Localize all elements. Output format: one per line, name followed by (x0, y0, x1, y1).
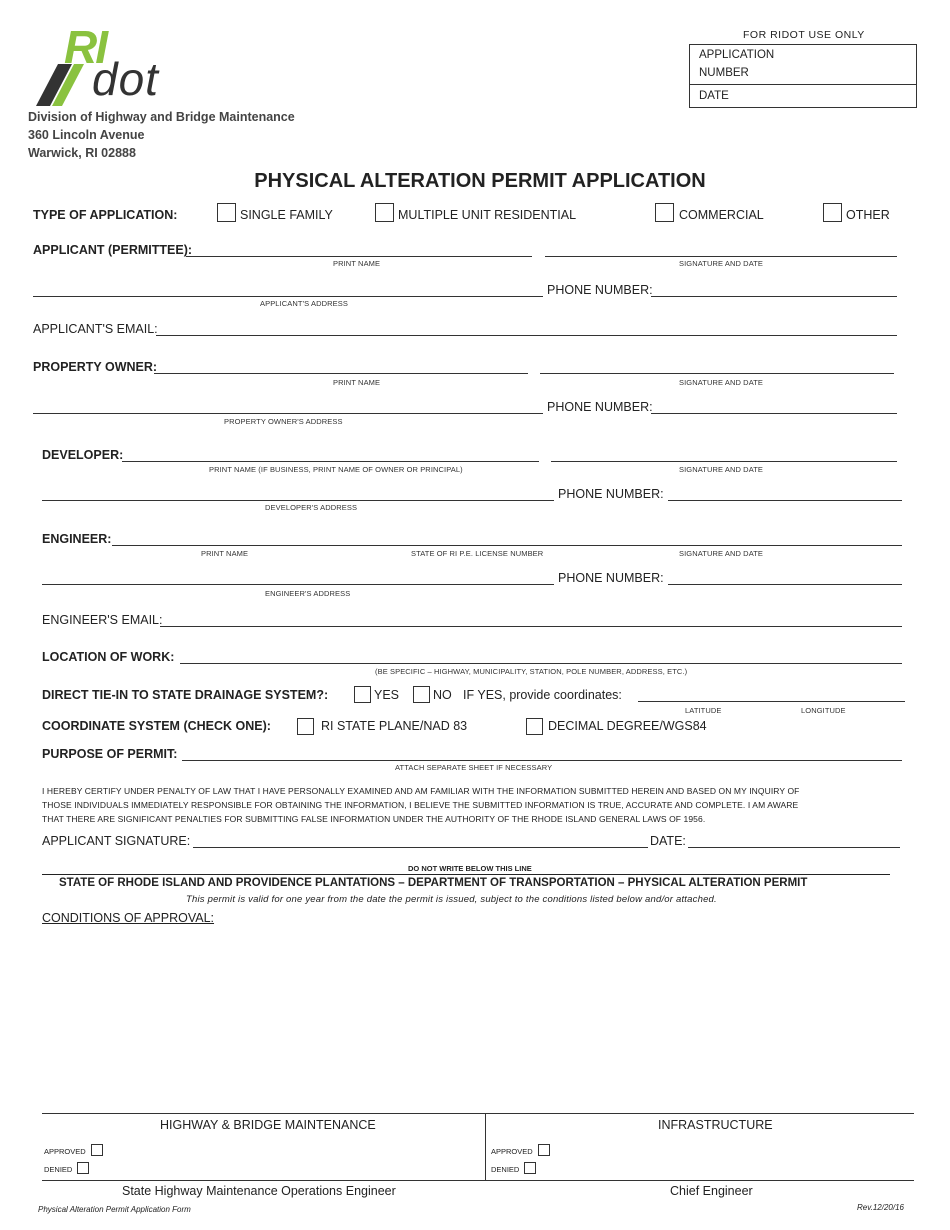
applicant-signature-field[interactable] (545, 256, 897, 257)
conditions-area[interactable] (42, 930, 902, 1110)
multiple-unit-label: MULTIPLE UNIT RESIDENTIAL (398, 208, 577, 222)
approval-top-line (42, 1113, 914, 1114)
owner-phone-label: PHONE NUMBER: (547, 400, 653, 414)
right-denied-checkbox[interactable] (524, 1162, 536, 1174)
owner-signature-caption: SIGNATURE AND DATE (679, 378, 764, 387)
owner-signature-field[interactable] (540, 373, 894, 374)
drainage-yes-label: YES (374, 688, 400, 702)
engineer-phone-field[interactable] (668, 584, 902, 585)
commercial-checkbox[interactable] (655, 203, 674, 222)
ridot-use-box (689, 44, 917, 108)
right-denied-label: DENIED (491, 1165, 520, 1174)
engineer-signature-caption: SIGNATURE AND DATE (679, 549, 764, 558)
developer-address-caption: DEVELOPER'S ADDRESS (265, 503, 358, 512)
right-approved-label: APPROVED (491, 1147, 533, 1156)
approval-signature-line[interactable] (42, 1180, 914, 1181)
ri-state-plane-label: RI STATE PLANE/NAD 83 (321, 719, 468, 733)
applicant-signature-final-field[interactable] (193, 847, 648, 848)
applicant-label: APPLICANT (PERMITTEE): (33, 243, 193, 257)
street-address: 360 Lincoln Avenue (28, 128, 145, 142)
engineer-print-name-caption: PRINT NAME (201, 549, 249, 558)
purpose-label: PURPOSE OF PERMIT: (42, 747, 178, 761)
division-name: Division of Highway and Bridge Maintenance (28, 110, 295, 124)
longitude-caption: LONGITUDE (801, 706, 846, 715)
right-signer-title: Chief Engineer (670, 1184, 753, 1198)
latitude-caption: LATITUDE (685, 706, 722, 715)
developer-phone-label: PHONE NUMBER: (558, 487, 664, 501)
owner-address-caption: PROPERTY OWNER'S ADDRESS (224, 417, 343, 426)
valid-note: This permit is valid for one year from the date the permit is issued, subject to the conditions listed below and/or attached. (186, 894, 717, 905)
other-label: OTHER (846, 208, 890, 222)
drainage-no-label: NO (433, 688, 452, 702)
ridot-use-label: FOR RIDOT USE ONLY (743, 29, 865, 41)
logo-ri-text: RI (64, 21, 106, 73)
developer-name-field[interactable] (122, 461, 539, 462)
developer-phone-field[interactable] (668, 500, 902, 501)
drainage-no-checkbox[interactable] (413, 686, 430, 703)
city-address: Warwick, RI 02888 (28, 146, 136, 160)
drainage-yes-checkbox[interactable] (354, 686, 371, 703)
single-family-label: SINGLE FAMILY (240, 208, 333, 222)
applicant-address-caption: APPLICANT'S ADDRESS (260, 299, 348, 308)
purpose-hint: ATTACH SEPARATE SHEET IF NECESSARY (395, 763, 553, 772)
engineer-address-caption: ENGINEER'S ADDRESS (265, 589, 351, 598)
highway-bridge-title: HIGHWAY & BRIDGE MAINTENANCE (160, 1118, 376, 1132)
left-approved-checkbox[interactable] (91, 1144, 103, 1156)
applicant-signature-date-label: DATE: (650, 834, 686, 848)
multiple-unit-checkbox[interactable] (375, 203, 394, 222)
conditions-of-approval-label: CONDITIONS OF APPROVAL: (42, 911, 215, 925)
applicant-email-label: APPLICANT'S EMAIL: (33, 322, 158, 336)
property-owner-label: PROPERTY OWNER: (33, 360, 158, 374)
decimal-degree-label: DECIMAL DEGREE/WGS84 (548, 719, 707, 733)
owner-address-field[interactable] (33, 413, 543, 414)
left-denied-label: DENIED (44, 1165, 73, 1174)
decimal-degree-checkbox[interactable] (526, 718, 543, 735)
commercial-label: COMMERCIAL (679, 208, 764, 222)
applicant-phone-label: PHONE NUMBER: (547, 283, 653, 297)
engineer-label: ENGINEER: (42, 532, 112, 546)
engineer-phone-label: PHONE NUMBER: (558, 571, 664, 585)
applicant-phone-field[interactable] (651, 296, 897, 297)
location-of-work-field[interactable] (180, 663, 902, 664)
infrastructure-title: INFRASTRUCTURE (658, 1118, 773, 1132)
single-family-checkbox[interactable] (217, 203, 236, 222)
owner-name-field[interactable] (154, 373, 528, 374)
owner-phone-field[interactable] (651, 413, 897, 414)
do-not-write-line (42, 874, 890, 875)
approval-divider (485, 1114, 486, 1180)
applicant-email-field[interactable] (156, 335, 897, 336)
engineer-email-field[interactable] (160, 626, 902, 627)
left-denied-checkbox[interactable] (77, 1162, 89, 1174)
location-hint: (BE SPECIFIC – HIGHWAY, MUNICIPALITY, STATION, POLE NUMBER, ADDRESS, ETC.) (375, 667, 688, 676)
application-number-label: APPLICATION (699, 49, 775, 61)
state-header: STATE OF RHODE ISLAND AND PROVIDENCE PLANTATIONS – DEPARTMENT OF TRANSPORTATION – PHYSICAL ALTERATION PERMIT (59, 877, 808, 889)
developer-address-field[interactable] (42, 500, 554, 501)
applicant-address-field[interactable] (33, 296, 543, 297)
ri-state-plane-checkbox[interactable] (297, 718, 314, 735)
application-number-label-2: NUMBER (699, 67, 749, 79)
applicant-signature-date-field[interactable] (688, 847, 900, 848)
owner-print-name-caption: PRINT NAME (333, 378, 381, 387)
logo-dot-text: dot (92, 53, 159, 105)
engineer-email-label: ENGINEER'S EMAIL: (42, 613, 163, 627)
footer-form-name: Physical Alteration Permit Application Form (38, 1205, 191, 1214)
developer-signature-caption: SIGNATURE AND DATE (679, 465, 764, 474)
certification-line-3: THAT THERE ARE SIGNIFICANT PENALTIES FOR SUBMITTING FALSE INFORMATION UNDER THE AUTHORITY OF THE RHODE ISLAND GENERAL LAWS OF 1956. (42, 814, 706, 824)
applicant-signature-caption: SIGNATURE AND DATE (679, 259, 764, 268)
do-not-write-label: DO NOT WRITE BELOW THIS LINE (408, 864, 532, 873)
developer-label: DEVELOPER: (42, 448, 124, 462)
coordinate-system-label: COORDINATE SYSTEM (CHECK ONE): (42, 719, 271, 733)
applicant-name-field[interactable] (186, 256, 532, 257)
certification-line-2: THOSE INDIVIDUALS IMMEDIATELY RESPONSIBLE FOR OBTAINING THE INFORMATION, I BELIEVE THE SUBMITTED INFORMATION IS TRUE, ACCURATE AND COMPLETE. I AM AWARE (42, 800, 799, 810)
drainage-if-yes-label: IF YES, provide coordinates: (463, 688, 622, 702)
engineer-license-caption: STATE OF RI P.E. LICENSE NUMBER (411, 549, 544, 558)
page-title: PHYSICAL ALTERATION PERMIT APPLICATION (254, 170, 706, 192)
box-divider (690, 84, 916, 85)
developer-print-name-caption: PRINT NAME (IF BUSINESS, PRINT NAME OF OWNER OR PRINCIPAL) (209, 465, 463, 474)
drainage-label: DIRECT TIE-IN TO STATE DRAINAGE SYSTEM?: (42, 688, 329, 702)
engineer-info-field[interactable] (112, 545, 902, 546)
location-of-work-label: LOCATION OF WORK: (42, 650, 175, 664)
drainage-coordinates-field[interactable] (638, 701, 905, 702)
left-approved-label: APPROVED (44, 1147, 86, 1156)
other-checkbox[interactable] (823, 203, 842, 222)
date-label: DATE (699, 90, 729, 102)
certification-line-1: I HEREBY CERTIFY UNDER PENALTY OF LAW THAT I HAVE PERSONALLY EXAMINED AND AM FAMILIAR WITH THE INFORMATION SUBMITTED HEREIN AND BASED ON MY INQUIRY OF (42, 786, 800, 796)
applicant-signature-label: APPLICANT SIGNATURE: (42, 834, 191, 848)
purpose-field[interactable] (182, 760, 902, 761)
footer-revision: Rev.12/20/16 (857, 1203, 904, 1212)
applicant-print-name-caption: PRINT NAME (333, 259, 381, 268)
left-signer-title: State Highway Maintenance Operations Engineer (122, 1184, 396, 1198)
engineer-address-field[interactable] (42, 584, 554, 585)
ridot-logo (28, 21, 203, 108)
type-of-application-label: TYPE OF APPLICATION: (33, 208, 178, 222)
right-approved-checkbox[interactable] (538, 1144, 550, 1156)
developer-signature-field[interactable] (551, 461, 897, 462)
